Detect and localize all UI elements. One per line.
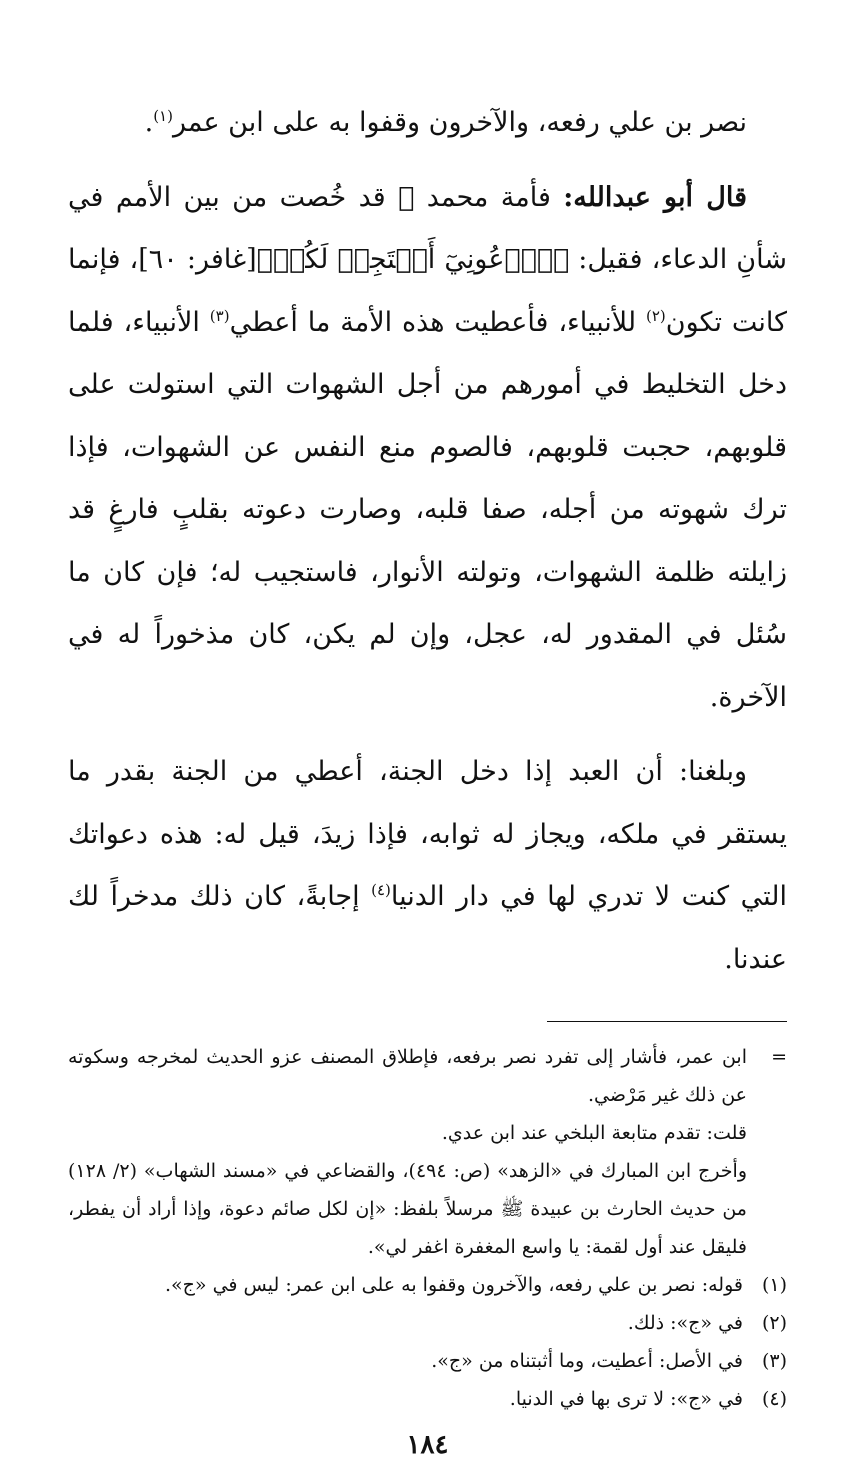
footnote-number: (٣): [761, 1350, 787, 1372]
footnote-1: [68, 1266, 787, 1304]
footnote-ref-1[interactable]: (١): [153, 107, 173, 125]
footnote-text: في «ج»: ذلك.: [627, 1312, 743, 1334]
footnote-text: قوله: نصر بن علي رفعه، والآخرون وقفوا به على ابن عمر: ليس في «ج».: [165, 1274, 743, 1296]
footnote-number: (٢): [761, 1312, 787, 1334]
main-text: [68, 92, 787, 991]
page-number: ١٨٤: [406, 1430, 449, 1460]
note-line-2: وأخرج ابن المبارك في «الزهد» (ص: ٤٩٤)، والقضاعي في «مسند الشهاب» (٢/ ١٢٨) من حديث الحارث بن عبيدة ﷺ مرسلاً بلفظ: «إن لكل صائم دعوة، وإذا أراد أن يفطر، فليقل عند أول لقمة: يا واسع المغفرة اغفر لي».: [68, 1160, 747, 1258]
continuation-mark: =: [771, 1046, 787, 1068]
footnote-text: في «ج»: لا ترى بها في الدنيا.: [509, 1388, 743, 1410]
footnote-3: [68, 1342, 787, 1380]
footnote-number: (١): [761, 1274, 787, 1296]
footnote-divider: [547, 1021, 787, 1022]
footnote-number: (٤): [761, 1388, 787, 1410]
footnote-ref-2[interactable]: (٢): [645, 306, 666, 325]
footnotes-section: [68, 1038, 787, 1418]
paragraph-2: قال أبو عبدالله: فأمة محمد ﷺ قد خُصت من بين الأمم في شأنِ الدعاء، فقيل: ﴿ٱدۡعُونِيٓ أَسۡتَجِبۡ لَكُمۡ﴾[غافر: ٦٠]، فإنما كانت تكون$^{(٢)}$ للأنبياء، فأعطيت هذه الأمة ما أعطي$^{(٣)}$ الأنبياء، فلما دخل التخليط في أمورهم من أجل الشهوات التي استولت على قلوبهم، حجبت قلوبهم، فالصوم منع النفس عن الشهوات، فإذا ترك شهوته من أجله، صفا قلبه، وصارت دعوته بقلبٍ فارغٍ قد زايلته ظلمة الشهوات، وتولته الأنوار، فاستجيب له؛ فإن كان ما سُئل في المقدور له، عجل، وإن لم يكن، كان مذخوراً له في الآخرة.: [68, 181, 787, 713]
note-continuation: = ابن عمر، فأشار إلى تفرد نصر برفعه، فإطلاق المصنف عزو الحديث لمخرجه وسكوته عن ذلك غير مَرْضي.: [68, 1038, 787, 1114]
speaker-label: قال أبو عبدالله:: [563, 181, 747, 213]
footnote-ref-4[interactable]: (٤): [371, 881, 391, 899]
paragraph-1: نصر بن علي رفعه، والآخرون وقفوا به على ابن عمر$^{(١)}$.: [144, 107, 747, 138]
footnote-ref-3[interactable]: (٣): [209, 306, 230, 325]
footnote-2: [68, 1304, 787, 1342]
footnote-text: في الأصل: أعطيت، وما أثبتناه من «ج».: [431, 1350, 743, 1372]
note-line-1: قلت: تقدم متابعة البلخي عند ابن عدي.: [441, 1122, 747, 1144]
footnote-4: [68, 1380, 787, 1418]
paragraph-3: وبلغنا: أن العبد إذا دخل الجنة، أعطي من الجنة بقدر ما يستقر في ملكه، ويجاز له ثوابه، فإذا زيدَ، قيل له: هذه دعواتك التي كنت لا تدري لها في دار الدنيا$^{(٤)}$ إجابةً، كان ذلك مدخراً لك عندنا.: [68, 756, 787, 975]
